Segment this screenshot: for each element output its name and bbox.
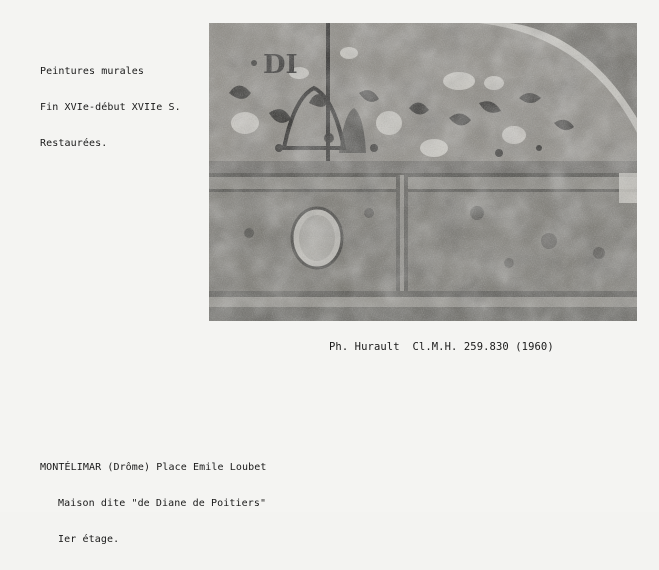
location-notes xyxy=(40,438,266,570)
photo-credit: Ph. Hurault Cl.M.H. 259.830 (1960) xyxy=(329,341,554,353)
description-notes xyxy=(40,42,181,174)
description-line-2: Fin XVIe-début XVIIe S. xyxy=(40,102,181,113)
description-line-3: Restaurées. xyxy=(40,138,108,149)
location-line-1: MONTÉLIMAR (Drôme) Place Emile Loubet xyxy=(40,462,267,473)
mural-photo-image xyxy=(209,23,637,321)
mural-photograph xyxy=(209,23,637,321)
location-line-2: Maison dite "de Diane de Poitiers" xyxy=(58,498,267,509)
location-line-3: Ier étage. xyxy=(58,534,120,545)
description-line-1: Peintures murales xyxy=(40,66,145,77)
